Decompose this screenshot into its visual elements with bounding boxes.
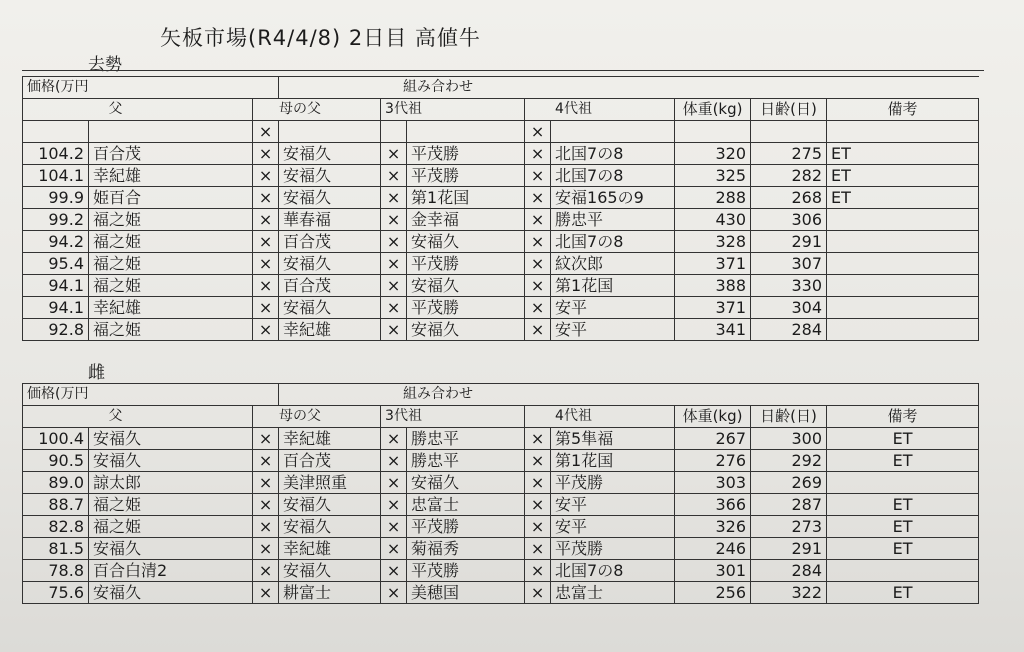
maternal-grandsire-cell: 華春福 <box>279 209 381 231</box>
fourth-ancestor-cell: 北国7の8 <box>551 231 675 253</box>
price-cell: 89.0 <box>23 472 89 494</box>
third-ancestor-cell: 安福久 <box>407 231 525 253</box>
note-cell: ET <box>827 516 979 538</box>
cross-mark: × <box>381 231 407 253</box>
weight-cell: 267 <box>675 428 751 450</box>
note-cell <box>827 253 979 275</box>
third-ancestor-cell: 勝忠平 <box>407 450 525 472</box>
age-cell: 292 <box>751 450 827 472</box>
age-cell: 306 <box>751 209 827 231</box>
maternal-grandsire-cell: 幸紀雄 <box>279 428 381 450</box>
price-cell: 100.4 <box>23 428 89 450</box>
cross-mark: × <box>525 121 551 143</box>
note-cell <box>827 472 979 494</box>
cross-mark: × <box>381 494 407 516</box>
note-cell <box>827 231 979 253</box>
weight-cell: 366 <box>675 494 751 516</box>
fourth-ancestor-cell: 北国7の8 <box>551 560 675 582</box>
weight-cell: 246 <box>675 538 751 560</box>
maternal-grandsire-header: 母の父 <box>253 406 381 428</box>
fourth-ancestor-cell: 第5隼福 <box>551 428 675 450</box>
third-ancestor-cell: 平茂勝 <box>407 143 525 165</box>
note-cell: ET <box>827 538 979 560</box>
weight-cell: 301 <box>675 560 751 582</box>
price-cell: 81.5 <box>23 538 89 560</box>
price-cell: 75.6 <box>23 582 89 604</box>
cross-mark: × <box>253 121 279 143</box>
table-row <box>23 516 979 538</box>
cross-mark: × <box>253 516 279 538</box>
father-cell: 幸紀雄 <box>89 297 253 319</box>
heifer-table <box>22 383 979 604</box>
father-cell: 福之姫 <box>89 494 253 516</box>
cross-mark: × <box>381 319 407 341</box>
father-cell: 諒太郎 <box>89 472 253 494</box>
note-cell: ET <box>827 187 979 209</box>
cross-mark: × <box>253 143 279 165</box>
age-cell: 284 <box>751 560 827 582</box>
section-label-steer: 去勢 <box>88 55 122 75</box>
cross-mark: × <box>525 494 551 516</box>
cross-mark: × <box>253 560 279 582</box>
father-cell: 姫百合 <box>89 187 253 209</box>
combination-header: 組み合わせ <box>279 77 979 99</box>
maternal-grandsire-cell: 美津照重 <box>279 472 381 494</box>
weight-cell: 341 <box>675 319 751 341</box>
cross-mark: × <box>525 253 551 275</box>
table-row <box>23 143 979 165</box>
table-header-row <box>23 77 979 99</box>
price-cell: 90.5 <box>23 450 89 472</box>
weight-cell: 328 <box>675 231 751 253</box>
price-cell: 104.2 <box>23 143 89 165</box>
cross-mark: × <box>381 560 407 582</box>
age-cell: 330 <box>751 275 827 297</box>
father-cell: 安福久 <box>89 428 253 450</box>
cross-mark: × <box>381 538 407 560</box>
maternal-grandsire-cell: 百合茂 <box>279 275 381 297</box>
father-header: 父 <box>89 406 253 428</box>
cross-mark: × <box>525 231 551 253</box>
steer-table <box>22 76 979 341</box>
cross-mark: × <box>525 538 551 560</box>
cross-mark: × <box>525 297 551 319</box>
note-cell: ET <box>827 165 979 187</box>
weight-cell: 325 <box>675 165 751 187</box>
cross-mark: × <box>253 450 279 472</box>
combination-header: 組み合わせ <box>279 384 979 406</box>
maternal-grandsire-cell: 安福久 <box>279 297 381 319</box>
cross-mark: × <box>381 165 407 187</box>
weight-header: 体重(kg) <box>675 99 751 121</box>
note-cell: ET <box>827 494 979 516</box>
note-cell <box>827 319 979 341</box>
weight-cell: 371 <box>675 297 751 319</box>
table-row <box>23 494 979 516</box>
weight-cell: 288 <box>675 187 751 209</box>
cross-mark: × <box>525 209 551 231</box>
third-ancestor-cell: 勝忠平 <box>407 428 525 450</box>
cross-mark: × <box>525 275 551 297</box>
table-row <box>23 428 979 450</box>
fourth-ancestor-cell: 第1花国 <box>551 450 675 472</box>
cross-mark: × <box>253 582 279 604</box>
maternal-grandsire-cell: 安福久 <box>279 143 381 165</box>
fourth-ancestor-cell: 北国7の8 <box>551 165 675 187</box>
maternal-grandsire-cell: 百合茂 <box>279 450 381 472</box>
third-ancestor-cell: 忠富士 <box>407 494 525 516</box>
cross-mark: × <box>381 275 407 297</box>
fourth-ancestor-cell: 平茂勝 <box>551 472 675 494</box>
maternal-grandsire-cell: 安福久 <box>279 516 381 538</box>
cross-mark: × <box>253 253 279 275</box>
age-cell: 269 <box>751 472 827 494</box>
cross-mark: × <box>381 450 407 472</box>
weight-cell: 371 <box>675 253 751 275</box>
cross-mark: × <box>253 209 279 231</box>
table-row <box>23 165 979 187</box>
age-cell: 273 <box>751 516 827 538</box>
cross-mark: × <box>253 472 279 494</box>
third-ancestor-cell: 第1花国 <box>407 187 525 209</box>
cross-mark: × <box>253 275 279 297</box>
note-cell: ET <box>827 582 979 604</box>
table-row <box>23 209 979 231</box>
note-cell: ET <box>827 143 979 165</box>
price-column-header: 価格(万円 <box>23 77 279 99</box>
fourth-ancestor-cell: 紋次郎 <box>551 253 675 275</box>
cross-mark: × <box>381 516 407 538</box>
age-cell: 282 <box>751 165 827 187</box>
father-cell: 福之姫 <box>89 231 253 253</box>
third-ancestor-cell: 平茂勝 <box>407 560 525 582</box>
cross-mark: × <box>381 297 407 319</box>
fourth-ancestor-cell: 安平 <box>551 494 675 516</box>
cross-mark: × <box>525 560 551 582</box>
cross-mark: × <box>253 231 279 253</box>
price-cell: 78.8 <box>23 560 89 582</box>
maternal-grandsire-cell: 安福久 <box>279 560 381 582</box>
third-ancestor-cell: 安福久 <box>407 472 525 494</box>
cross-mark: × <box>381 582 407 604</box>
weight-cell: 276 <box>675 450 751 472</box>
fourth-ancestor-cell: 第1花国 <box>551 275 675 297</box>
cross-mark: × <box>525 428 551 450</box>
cross-mark: × <box>525 319 551 341</box>
fourth-ancestor-cell: 安福165の9 <box>551 187 675 209</box>
age-header: 日齢(日) <box>751 406 827 428</box>
father-header: 父 <box>89 99 253 121</box>
weight-cell: 303 <box>675 472 751 494</box>
maternal-grandsire-cell: 安福久 <box>279 253 381 275</box>
father-cell: 幸紀雄 <box>89 165 253 187</box>
cross-mark: × <box>381 143 407 165</box>
table-row <box>23 560 979 582</box>
father-cell: 百合茂 <box>89 143 253 165</box>
price-cell: 95.4 <box>23 253 89 275</box>
cross-mark: × <box>525 165 551 187</box>
cross-mark: × <box>253 538 279 560</box>
fourth-ancestor-header: 4代祖 <box>525 406 675 428</box>
table-header-row <box>23 406 979 428</box>
note-cell: ET <box>827 450 979 472</box>
table-row <box>23 297 979 319</box>
third-ancestor-cell: 安福久 <box>407 275 525 297</box>
table-row <box>23 582 979 604</box>
third-ancestor-header: 3代祖 <box>381 406 525 428</box>
fourth-ancestor-cell: 忠富士 <box>551 582 675 604</box>
section-top-rule <box>22 70 984 71</box>
age-cell: 300 <box>751 428 827 450</box>
price-column-header: 価格(万円 <box>23 384 279 406</box>
maternal-grandsire-cell: 百合茂 <box>279 231 381 253</box>
age-header: 日齢(日) <box>751 99 827 121</box>
price-cell: 94.1 <box>23 275 89 297</box>
cross-mark: × <box>381 253 407 275</box>
note-cell <box>827 275 979 297</box>
maternal-grandsire-cell: 安福久 <box>279 494 381 516</box>
age-cell: 291 <box>751 538 827 560</box>
third-ancestor-cell: 平茂勝 <box>407 165 525 187</box>
fourth-ancestor-cell: 勝忠平 <box>551 209 675 231</box>
weight-header: 体重(kg) <box>675 406 751 428</box>
price-cell: 94.2 <box>23 231 89 253</box>
weight-cell: 388 <box>675 275 751 297</box>
third-ancestor-header: 3代祖 <box>381 99 525 121</box>
cross-mark: × <box>525 516 551 538</box>
weight-cell: 320 <box>675 143 751 165</box>
cross-mark: × <box>381 209 407 231</box>
father-cell: 福之姫 <box>89 275 253 297</box>
cross-mark: × <box>525 187 551 209</box>
age-cell: 268 <box>751 187 827 209</box>
price-cell: 88.7 <box>23 494 89 516</box>
table-row <box>23 253 979 275</box>
price-cell: 82.8 <box>23 516 89 538</box>
table-row <box>23 187 979 209</box>
cross-mark: × <box>253 165 279 187</box>
maternal-grandsire-header: 母の父 <box>253 99 381 121</box>
father-cell: 福之姫 <box>89 209 253 231</box>
age-cell: 307 <box>751 253 827 275</box>
fourth-ancestor-cell: 安平 <box>551 516 675 538</box>
cross-mark: × <box>525 582 551 604</box>
father-cell: 百合白清2 <box>89 560 253 582</box>
price-cell: 99.9 <box>23 187 89 209</box>
note-cell <box>827 297 979 319</box>
cross-mark: × <box>253 187 279 209</box>
price-cell: 92.8 <box>23 319 89 341</box>
cross-mark: × <box>253 297 279 319</box>
weight-cell: 256 <box>675 582 751 604</box>
father-cell: 福之姫 <box>89 253 253 275</box>
note-header: 備考 <box>827 99 979 121</box>
father-cell: 福之姫 <box>89 319 253 341</box>
third-ancestor-cell: 安福久 <box>407 319 525 341</box>
age-cell: 322 <box>751 582 827 604</box>
third-ancestor-cell: 菊福秀 <box>407 538 525 560</box>
age-cell: 304 <box>751 297 827 319</box>
table-row <box>23 538 979 560</box>
note-header: 備考 <box>827 406 979 428</box>
age-cell: 291 <box>751 231 827 253</box>
third-ancestor-cell: 平茂勝 <box>407 253 525 275</box>
father-cell: 安福久 <box>89 538 253 560</box>
maternal-grandsire-cell: 安福久 <box>279 187 381 209</box>
fourth-ancestor-header: 4代祖 <box>525 99 675 121</box>
table-row <box>23 450 979 472</box>
fourth-ancestor-cell: 安平 <box>551 297 675 319</box>
father-cell: 安福久 <box>89 450 253 472</box>
cross-mark: × <box>381 187 407 209</box>
age-cell: 284 <box>751 319 827 341</box>
father-cell: 福之姫 <box>89 516 253 538</box>
cross-mark: × <box>525 450 551 472</box>
father-cell: 安福久 <box>89 582 253 604</box>
price-cell: 99.2 <box>23 209 89 231</box>
fourth-ancestor-cell: 北国7の8 <box>551 143 675 165</box>
note-cell <box>827 209 979 231</box>
table-row-blank <box>23 121 979 143</box>
age-cell: 287 <box>751 494 827 516</box>
weight-cell: 326 <box>675 516 751 538</box>
weight-cell: 430 <box>675 209 751 231</box>
note-cell <box>827 560 979 582</box>
third-ancestor-cell: 美穂国 <box>407 582 525 604</box>
cross-mark: × <box>525 472 551 494</box>
maternal-grandsire-cell: 幸紀雄 <box>279 538 381 560</box>
price-cell: 104.1 <box>23 165 89 187</box>
page-title: 矢板市場(R4/4/8) 2日目 高値牛 <box>160 26 481 50</box>
maternal-grandsire-cell: 耕富士 <box>279 582 381 604</box>
third-ancestor-cell: 金幸福 <box>407 209 525 231</box>
fourth-ancestor-cell: 安平 <box>551 319 675 341</box>
fourth-ancestor-cell: 平茂勝 <box>551 538 675 560</box>
cross-mark: × <box>253 319 279 341</box>
cross-mark: × <box>381 428 407 450</box>
price-cell: 94.1 <box>23 297 89 319</box>
age-cell: 275 <box>751 143 827 165</box>
cross-mark: × <box>381 472 407 494</box>
cross-mark: × <box>253 494 279 516</box>
table-row <box>23 319 979 341</box>
cross-mark: × <box>253 428 279 450</box>
note-cell: ET <box>827 428 979 450</box>
table-row <box>23 275 979 297</box>
section-label-heifer: 雌 <box>88 363 105 383</box>
maternal-grandsire-cell: 幸紀雄 <box>279 319 381 341</box>
third-ancestor-cell: 平茂勝 <box>407 297 525 319</box>
cross-mark: × <box>525 143 551 165</box>
third-ancestor-cell: 平茂勝 <box>407 516 525 538</box>
table-row <box>23 472 979 494</box>
maternal-grandsire-cell: 安福久 <box>279 165 381 187</box>
table-header-row <box>23 99 979 121</box>
table-row <box>23 231 979 253</box>
table-header-row <box>23 384 979 406</box>
